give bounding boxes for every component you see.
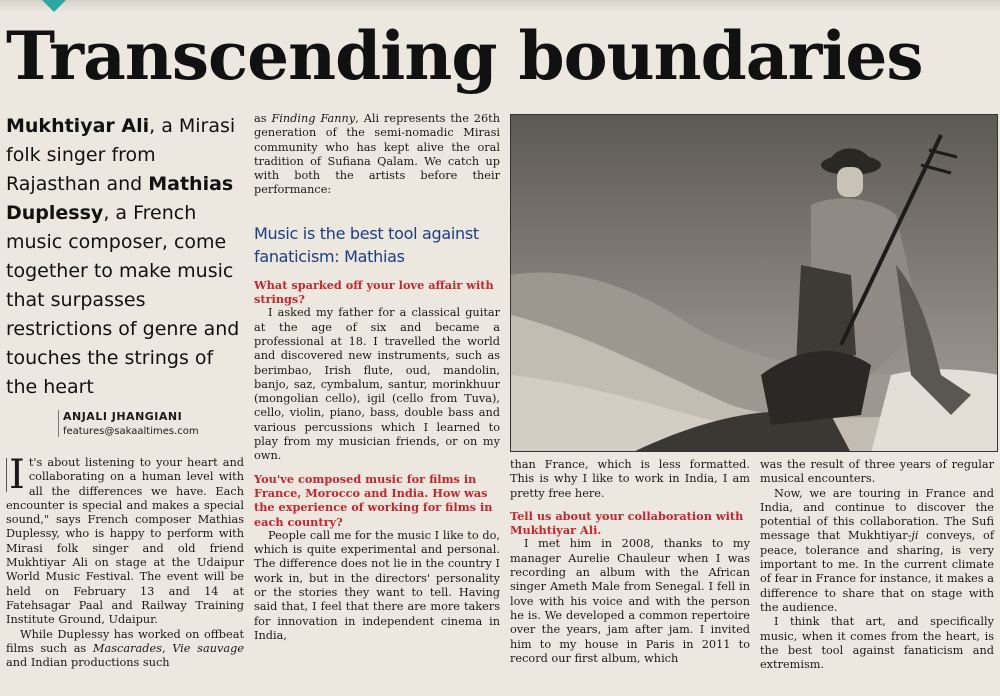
spacer [510,501,750,509]
article-column-3 [510,458,750,666]
drop-cap: I [6,458,25,492]
intro-name-1: Mukhtiyar Ali [6,115,150,137]
spacer [254,464,500,472]
question: What sparked off your love affair with strings? [254,277,494,307]
honorific: ji [911,529,919,543]
answer: I asked my father for a classical guitar at the age of six and became a professional at 18. I travelled the world and discovered new instruments, such as berimbao, Irish flute, oud, mandolin, banjo, saz, cymbalum, santur, morinkhuur (mongolian cello), igil (cello from Tuva), cello, violin, piano, bass, double bass and various percussions which I learned to play from my musician friends, or on my own. [254,306,500,463]
byline-author: ANJALI JHANGIANI [63,410,183,423]
answer: I met him in 2008, thanks to my manager Aurelie Chauleur when I was recording an album with the African singer Ameth Male from Senegal. I fell in love with his voice and with the person he is. We developed a common repertoire over the years, jam after jam. I invited him to my house in Paris in 2011 to record our first album, which [510,537,750,665]
headline: Transcending boundaries [6,17,923,95]
paragraph [254,112,500,198]
intro-standfirst [6,112,242,402]
article-column-2 [254,112,500,643]
answer [760,487,994,616]
paragraph-text: conveys, of peace, tolerance and sharing, is very important to me. In the current climate of fear in France for instance, it makes a difference to share that on stage with the audience. [760,529,994,614]
intro-text-1: , a Mirasi folk singer from Rajasthan and [6,115,236,195]
section-subhead: Music is the best tool against fanaticism: Mathias [254,223,479,266]
article-photo [510,114,998,452]
paragraph-text: While Duplessy has worked on offbeat films such as [6,627,244,655]
musician-photo-icon [511,115,998,452]
answer: was the result of three years of regular musical encounters. [760,458,994,486]
byline [58,410,233,437]
question: You've composed music for films in France, Morocco and India. How was the experience of working for films in each country? [254,471,493,529]
answer: I think that art, and specifically music, when it comes from the heart, is the best tool against fanaticism and extremism. [760,615,994,672]
answer: People call me for the music I like to do, which is quite experimental and personal. The difference does not lie in the country I work in, but in the directors' personality or the stories they want to tell. Having said that, I feel that there are more takers for innovation in independent cinema in India, [254,528,500,642]
paragraph-text: as [254,112,272,125]
paragraph-text: , Ali represents the 26th generation of the semi-nomadic Mirasi community who has kept alive the oral tradition of Sufiana Qalam. We catch up with both the artists before their performance: [254,112,500,197]
byline-email: features@sakaaltimes.com [63,426,199,437]
paragraph-text: and Indian productions such [6,656,170,670]
paragraph-text: t's about listening to your heart and collaborating on a human level with all the differences we have. Each encounter is special and makes a special sound," says French composer Mathias Duplessy, who is happy to perform with Mirasi folk singer and old friend Mukhtiyar Ali on stage at the Udaipur World Music Festival. The event will be held on February 13 and 14 at Fatehsagar Paal and Railway Training Institute Ground, Udaipur. [6,456,244,627]
article-column-4 [760,458,994,672]
paragraph-text: Now, we are touring in France and India, and continue to discover the potential of this collaboration. The Sufi message that Mukhtiyar- [760,486,994,543]
film-title: Mascarades [92,641,162,655]
question: Tell us about your collaboration with Mukhtiyar Ali. [510,508,744,538]
paragraph [6,628,244,671]
film-title: Finding Fanny [271,112,356,125]
paragraph [6,452,244,628]
answer: than France, which is less formatted. This is why I like to work in India, I am pretty free here. [510,458,750,500]
intro-text-2: , a French music composer, come together to make music that surpasses restrictions of genre and touches the strings of the heart [6,202,240,398]
intro-name-2: Mathias Duplessy [6,173,234,224]
separator: , [161,641,173,655]
film-title: Vie sauvage [172,641,245,655]
article-column-1 [6,452,245,670]
